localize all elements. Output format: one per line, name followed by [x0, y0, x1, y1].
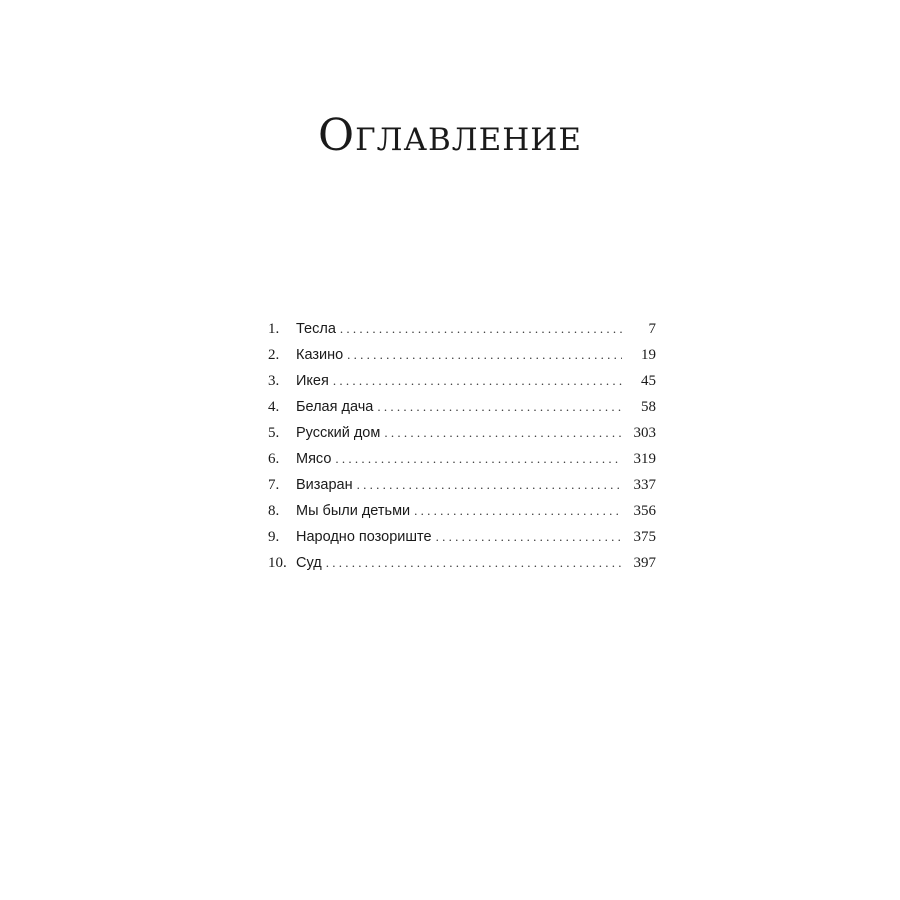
- toc-leader-dots: [414, 498, 622, 524]
- toc-entry: [268, 524, 656, 550]
- toc-entry-page: 337: [633, 477, 656, 493]
- toc-entry-page: 319: [633, 451, 656, 467]
- toc-entry-number: 7.: [268, 477, 280, 493]
- toc-leader-dots: [357, 472, 622, 498]
- table-of-contents: [268, 316, 656, 576]
- toc-entry-page: 58: [641, 399, 656, 415]
- toc-entry-page: 7: [648, 321, 656, 337]
- toc-leader-dots: [377, 394, 622, 420]
- toc-entry: [268, 420, 656, 446]
- toc-entry: [268, 446, 656, 472]
- toc-entry-title: Икея: [296, 373, 329, 389]
- toc-entry-title: Казино: [296, 347, 344, 363]
- toc-entry-page: 303: [633, 425, 656, 441]
- toc-leader-dots: [333, 368, 622, 394]
- toc-entry-title: Белая дача: [296, 399, 374, 415]
- toc-entry-page: 19: [641, 347, 656, 363]
- toc-entry-title: Мясо: [296, 451, 332, 467]
- toc-entry-title: Тесла: [296, 321, 336, 337]
- toc-entry-number: 6.: [268, 451, 280, 467]
- toc-entry-title: Мы были детьми: [296, 503, 411, 519]
- toc-leader-dots: [335, 446, 622, 472]
- toc-entry: [268, 472, 656, 498]
- toc-entry-page: 45: [641, 373, 656, 389]
- toc-entry-number: 1.: [268, 321, 280, 337]
- toc-entry-page: 375: [633, 529, 656, 545]
- toc-entry-number: 3.: [268, 373, 280, 389]
- toc-entry-title: Народно позориште: [296, 529, 432, 545]
- toc-entry: [268, 316, 656, 342]
- toc-entry-page: 356: [633, 503, 656, 519]
- toc-entry-page: 397: [633, 555, 656, 571]
- toc-entry: [268, 368, 656, 394]
- toc-entry-number: 4.: [268, 399, 280, 415]
- page-title: Оглавление: [318, 110, 582, 161]
- toc-leader-dots: [384, 420, 622, 446]
- toc-entry: [268, 394, 656, 420]
- toc-entry-title: Визаран: [296, 477, 353, 493]
- toc-entry: [268, 550, 656, 576]
- toc-leader-dots: [347, 342, 622, 368]
- toc-entry-title: Суд: [296, 555, 322, 571]
- toc-entry-number: 8.: [268, 503, 280, 519]
- toc-leader-dots: [340, 316, 622, 342]
- toc-entry-title: Русский дом: [296, 425, 381, 441]
- toc-entry-number: 5.: [268, 425, 280, 441]
- toc-entry: [268, 498, 656, 524]
- toc-leader-dots: [436, 524, 622, 550]
- toc-entry-number: 2.: [268, 347, 280, 363]
- toc-entry-number: 9.: [268, 529, 280, 545]
- toc-leader-dots: [326, 550, 622, 576]
- toc-entry: [268, 342, 656, 368]
- toc-entry-number: 10.: [268, 555, 287, 571]
